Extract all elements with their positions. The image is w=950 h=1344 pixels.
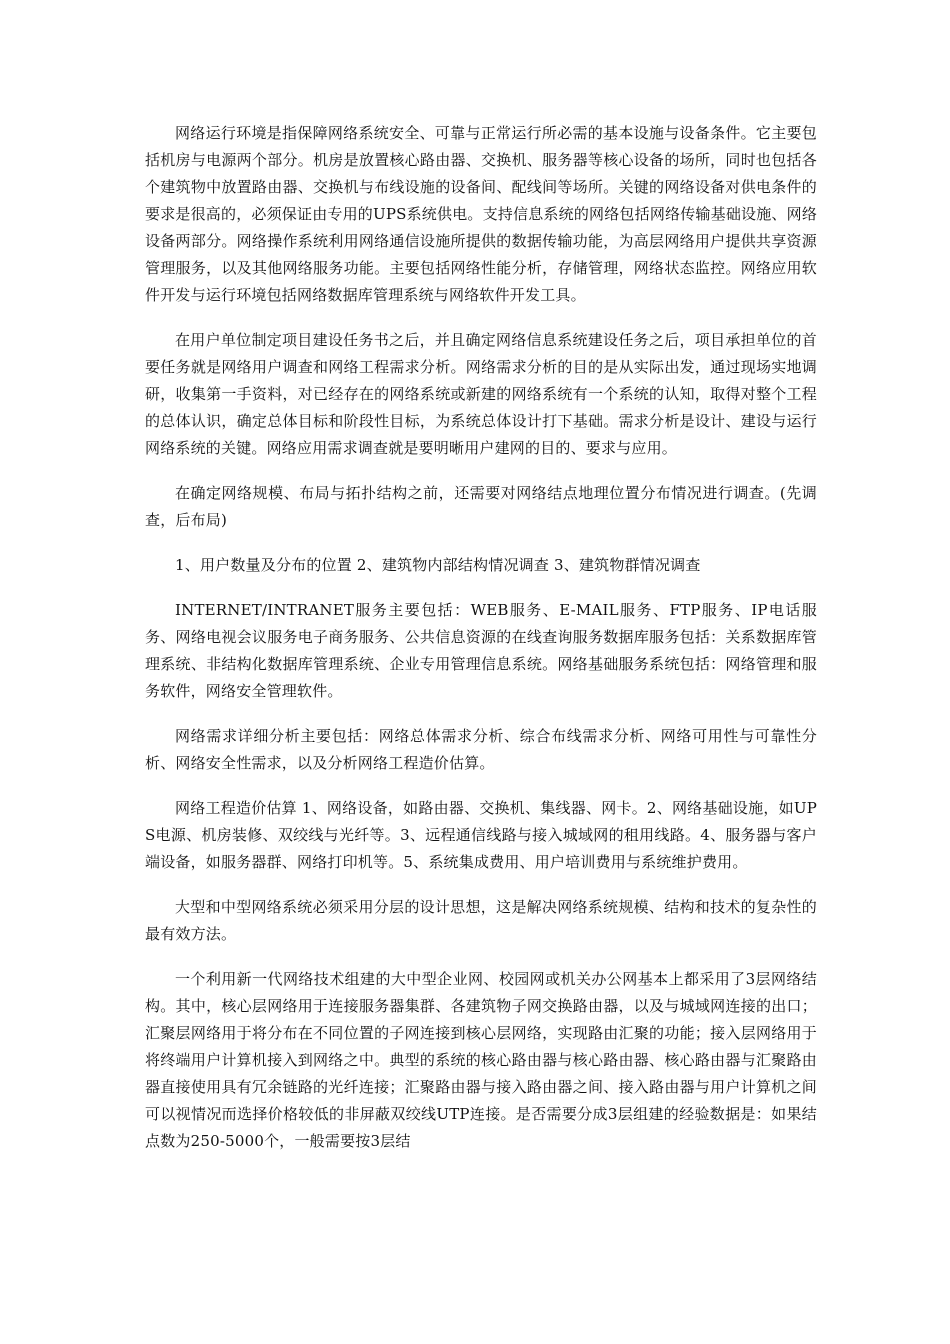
paragraph-internet-services: INTERNET/INTRANET服务主要包括：WEB服务、E-MAIL服务、FTP服务、IP电话服务、网络电视会议服务电子商务服务、公共信息资源的在线查询服务数据库服务包括：关系数据库管理系统、非结构化数据库管理系统、企业专用管理信息系统。网络基础服务系统包括：网络管理和服务软件，网络安全管理软件。 [145, 601, 817, 700]
paragraph-detailed-analysis: 网络需求详细分析主要包括：网络总体需求分析、综合布线需求分析、网络可用性与可靠性分析、网络安全性需求，以及分析网络工程造价估算。 [145, 727, 817, 772]
paragraph-layered-design: 大型和中型网络系统必须采用分层的设计思想，这是解决网络系统规模、结构和技术的复杂性的最有效方法。 [145, 898, 817, 943]
document-page [145, 120, 817, 1173]
paragraph-survey-items: 1、用户数量及分布的位置 2、建筑物内部结构情况调查 3、建筑物群情况调查 [175, 556, 701, 574]
paragraph-requirements-analysis: 在用户单位制定项目建设任务书之后，并且确定网络信息系统建设任务之后，项目承担单位的首要任务就是网络用户调查和网络工程需求分析。网络需求分析的目的是从实际出发，通过现场实地调研，收集第一手资料，对已经存在的网络系统或新建的网络系统有一个系统的认知，取得对整个工程的总体认识，确定总体目标和阶段性目标，为系统总体设计打下基础。需求分析是设计、建设与运行网络系统的关键。网络应用需求调查就是要明晰用户建网的目的、要求与应用。 [145, 331, 817, 457]
paragraph-three-layer-structure: 一个利用新一代网络技术组建的大中型企业网、校园网或机关办公网基本上都采用了3层网络结构。其中，核心层网络用于连接服务器集群、各建筑物子网交换路由器，以及与城域网连接的出口；汇聚层网络用于将分布在不同位置的子网连接到核心层网络，实现路由汇聚的功能；接入层网络用于将终端用户计算机接入到网络之中。典型的系统的核心路由器与核心路由器、核心路由器与汇聚路由器直接使用具有冗余链路的光纤连接；汇聚路由器与接入路由器之间、接入路由器与用户计算机之间可以视情况而选择价格较低的非屏蔽双绞线UTP连接。是否需要分成3层组建的经验数据是：如果结点数为250-5000个，一般需要按3层结 [145, 970, 817, 1150]
paragraph-node-distribution: 在确定网络规模、布局与拓扑结构之前，还需要对网络结点地理位置分布情况进行调查。(先调查，后布局) [145, 484, 817, 529]
paragraph-network-environment: 网络运行环境是指保障网络系统安全、可靠与正常运行所必需的基本设施与设备条件。它主要包括机房与电源两个部分。机房是放置核心路由器、交换机、服务器等核心设备的场所，同时也包括各个建筑物中放置路由器、交换机与布线设施的设备间、配线间等场所。关键的网络设备对供电条件的要求是很高的，必须保证由专用的UPS系统供电。支持信息系统的网络包括网络传输基础设施、网络设备两部分。网络操作系统利用网络通信设施所提供的数据传输功能，为高层网络用户提供共享资源管理服务，以及其他网络服务功能。主要包括网络性能分析，存储管理，网络状态监控。网络应用软件开发与运行环境包括网络数据库管理系统与网络软件开发工具。 [145, 124, 818, 304]
paragraph-cost-estimate: 网络工程造价估算 1、网络设备，如路由器、交换机、集线器、网卡。2、网络基础设施，如UPS电源、机房装修、双绞线与光纤等。3、远程通信线路与接入城域网的租用线路。4、服务器与客户端设备，如服务器群、网络打印机等。5、系统集成费用、用户培训费用与系统维护费用。 [145, 799, 817, 871]
